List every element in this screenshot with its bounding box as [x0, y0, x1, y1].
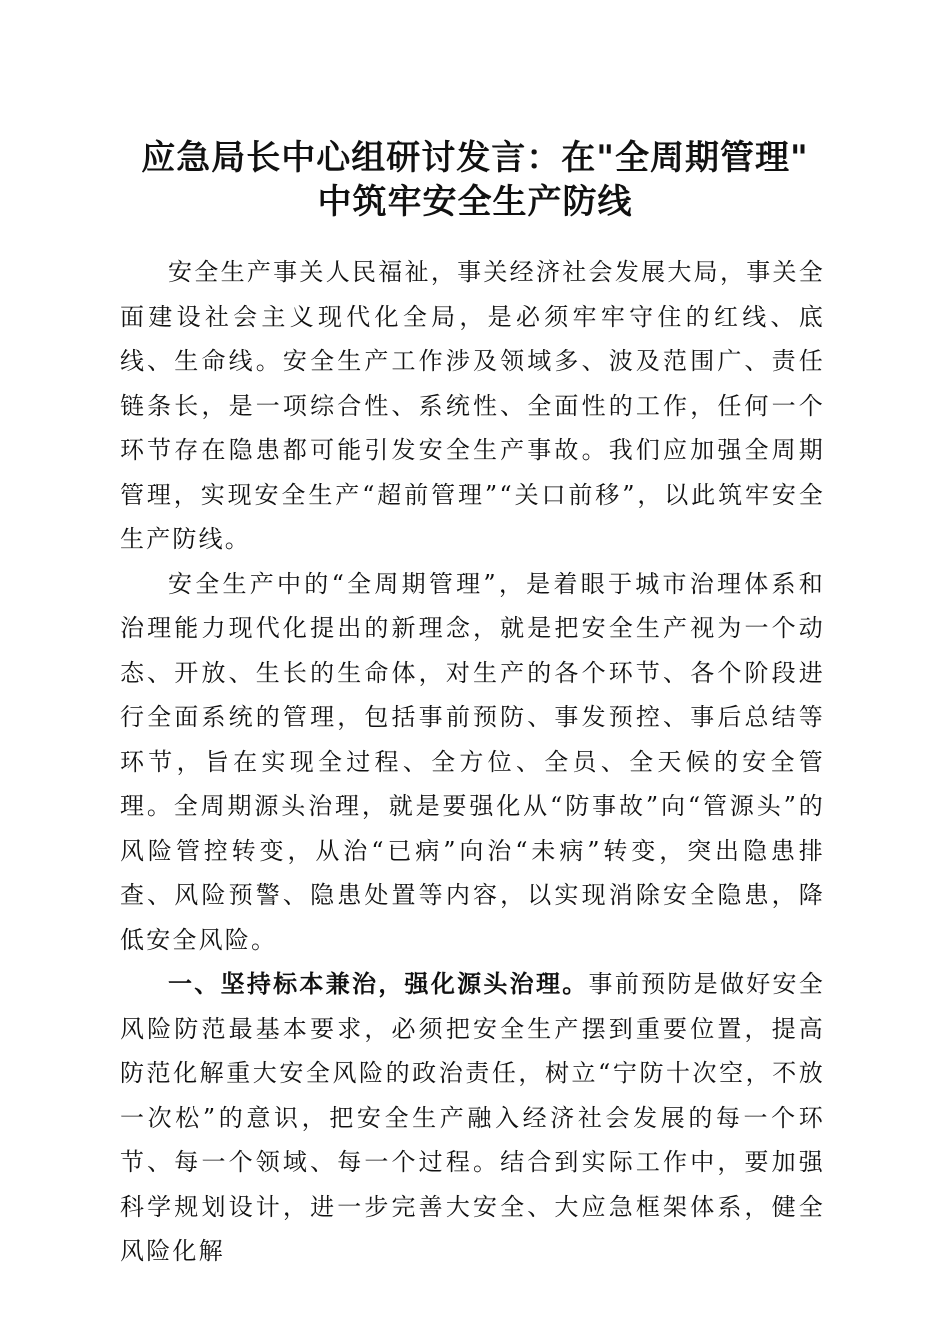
paragraph-1	[120, 250, 825, 562]
paragraph-1-text: 安全生产事关人民福祉，事关经济社会发展大局，事关全面建设社会主义现代化全局，是必须牢牢守住的红线、底线、生命线。安全生产工作涉及领域多、波及范围广、责任链条长，是一项综合性、系统性、全面性的工作，任何一个环节存在隐患都可能引发安全生产事故。我们应加强全周期管理，实现安全生产“超前管理”“关口前移”，以此筑牢安全生产防线。	[120, 258, 825, 553]
document-body	[120, 250, 825, 1274]
paragraph-3-text: 事前预防是做好安全风险防范最基本要求，必须把安全生产摆到重要位置，提高防范化解重大安全风险的政治责任，树立“宁防十次空，不放一次松”的意识，把安全生产融入经济社会发展的每一个环节、每一个领域、每一个过程。结合到实际工作中，要加强科学规划设计，进一步完善大安全、大应急框架体系，健全风险化解	[120, 970, 825, 1265]
paragraph-3	[120, 962, 825, 1274]
title-line-1: 应急局长中心组研讨发言：在"全周期管理"	[141, 138, 809, 178]
paragraph-2-text: 安全生产中的“全周期管理”，是着眼于城市治理体系和治理能力现代化提出的新理念，就是把安全生产视为一个动态、开放、生长的生命体，对生产的各个环节、各个阶段进行全面系统的管理，包括事前预防、事发预控、事后总结等环节，旨在实现全过程、全方位、全员、全天候的安全管理。全周期源头治理，就是要强化从“防事故”向“管源头”的风险管控转变，从治“已病”向治“未病”转变，突出隐患排查、风险预警、隐患处置等内容，以实现消除安全隐患，降低安全风险。	[120, 569, 825, 954]
document-title	[100, 136, 850, 224]
paragraph-2	[120, 562, 825, 963]
title-line-2: 中筑牢安全生产防线	[317, 182, 633, 222]
section-heading-1: 一、坚持标本兼治，强化源头治理。	[168, 970, 589, 998]
